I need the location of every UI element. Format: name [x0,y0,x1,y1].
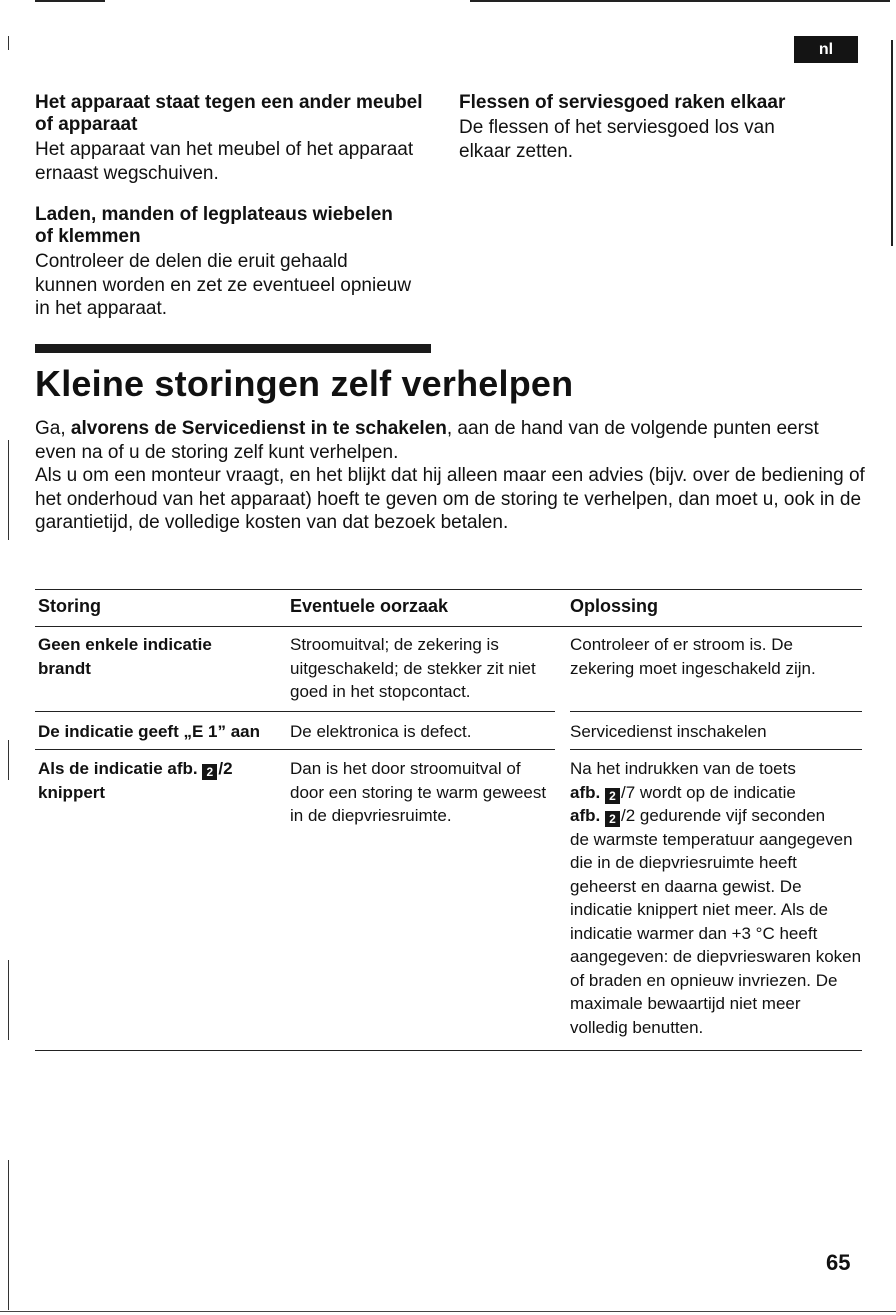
bottom-edge-line [0,1311,896,1312]
intro-text-part: Ga, [35,418,71,439]
table-rule [35,711,555,712]
table-cell-storing: De indicatie geeft „E 1” aan [38,722,261,741]
table-cell-storing: Geen enkele indicatie brandt [38,635,212,678]
oplossing-text: de warmste temperatuur aangegeven die in de diepvriesruimte heeft geheerst en daarna gewist. De indicatie knippert niet meer. Als de indicatie warmer dan +3 °C heeft aangegeven: de diepvrieswaren koken of braden en opnieuw invriezen. De maximale bewaartijd niet meer volledig benutten. [570,829,862,1037]
table-cell-oorzaak: Dan is het door stroomuitval of door een storing te warm geweest in de diepvriesruimte. [290,759,547,825]
section-left-2 [35,204,415,321]
left-edge-mark [8,960,9,1040]
left-edge-mark [8,36,9,50]
top-edge-line [470,0,890,2]
title-rule [35,344,431,353]
oplossing-text: gedurende vijf seconden [635,806,826,825]
page-title: Kleine storingen zelf verhelpen [35,363,574,404]
table-rule [570,711,862,712]
left-edge-mark [8,740,9,780]
intro-paragraph: Als u om een monteur vraagt, en het blijkt dat hij alleen maar een advies (bijv. over de bediening of het onderhoud van het apparaat) hoeft te geven om de storing te verhelpen, dan moet u, ook in de garantietijd, de volledige kosten van dat bezoek betalen. [35,465,865,533]
section-text: De flessen of het serviesgoed los van elkaar zetten. [459,117,775,162]
left-edge-mark [8,1160,9,1310]
table-header-oorzaak: Eventuele oorzaak [290,596,449,616]
section-text: Controleer de delen die eruit gehaald kunnen worden en zet ze eventueel opnieuw in het apparaat. [35,251,412,319]
section-text: Het apparaat van het meubel of het apparaat ernaast wegschuiven. [35,139,414,184]
intro-text [35,417,865,535]
figure-reference-icon: 2 [605,811,620,827]
table-rule [35,589,862,590]
table-rule [570,749,862,750]
section-left-1 [35,92,435,185]
figure-label: afb. [570,782,601,802]
table-cell-storing [38,757,278,804]
figure-label: afb. [570,806,601,825]
section-heading: Flessen of serviesgoed raken elkaar [459,92,786,113]
figure-reference-icon: 2 [605,788,620,804]
oplossing-text: Na het indrukken van de toets [570,759,796,778]
table-rule [35,749,555,750]
storing-text: Als de indicatie afb. [38,759,203,778]
table-cell-oplossing [570,757,862,1039]
figure-reference-text: /7 [620,782,636,802]
table-cell-oplossing: Servicedienst inschakelen [570,722,767,741]
intro-bold-text: alvorens de Servicedienst in te schakelen [70,418,447,439]
section-heading: Het apparaat staat tegen een ander meubel of apparaat [35,92,423,135]
language-badge: nl [794,36,858,63]
table-rule [35,626,862,627]
figure-reference-text: /2 [218,759,233,778]
figure-reference-icon: 2 [202,764,217,780]
intro-text-part: , aan de hand van de volgende punten eerst even na of u de storing zelf kunt verhelpen. [35,418,819,463]
table-header-oplossing: Oplossing [570,596,659,616]
right-edge-bar [891,40,893,246]
intro-paragraph [35,417,865,464]
figure-reference-text: /2 [620,806,636,825]
storing-text: knippert [38,782,106,802]
table-cell-oplossing: Controleer of er stroom is. De zekering moet ingeschakeld zijn. [570,635,816,678]
section-right-1 [459,92,839,163]
table-rule [35,1050,862,1051]
table-header-storing: Storing [38,596,101,616]
section-heading: Laden, manden of legplateaus wiebelen of klemmen [35,204,393,247]
table-cell-oorzaak: Stroomuitval; de zekering is uitgeschakeld; de stekker zit niet goed in het stopcontact. [290,635,536,701]
left-edge-mark [8,440,9,540]
page-number: 65 [826,1250,851,1275]
table-cell-oorzaak: De elektronica is defect. [290,722,472,741]
top-edge-line [35,0,105,2]
oplossing-text: wordt op de indicatie [635,782,796,802]
